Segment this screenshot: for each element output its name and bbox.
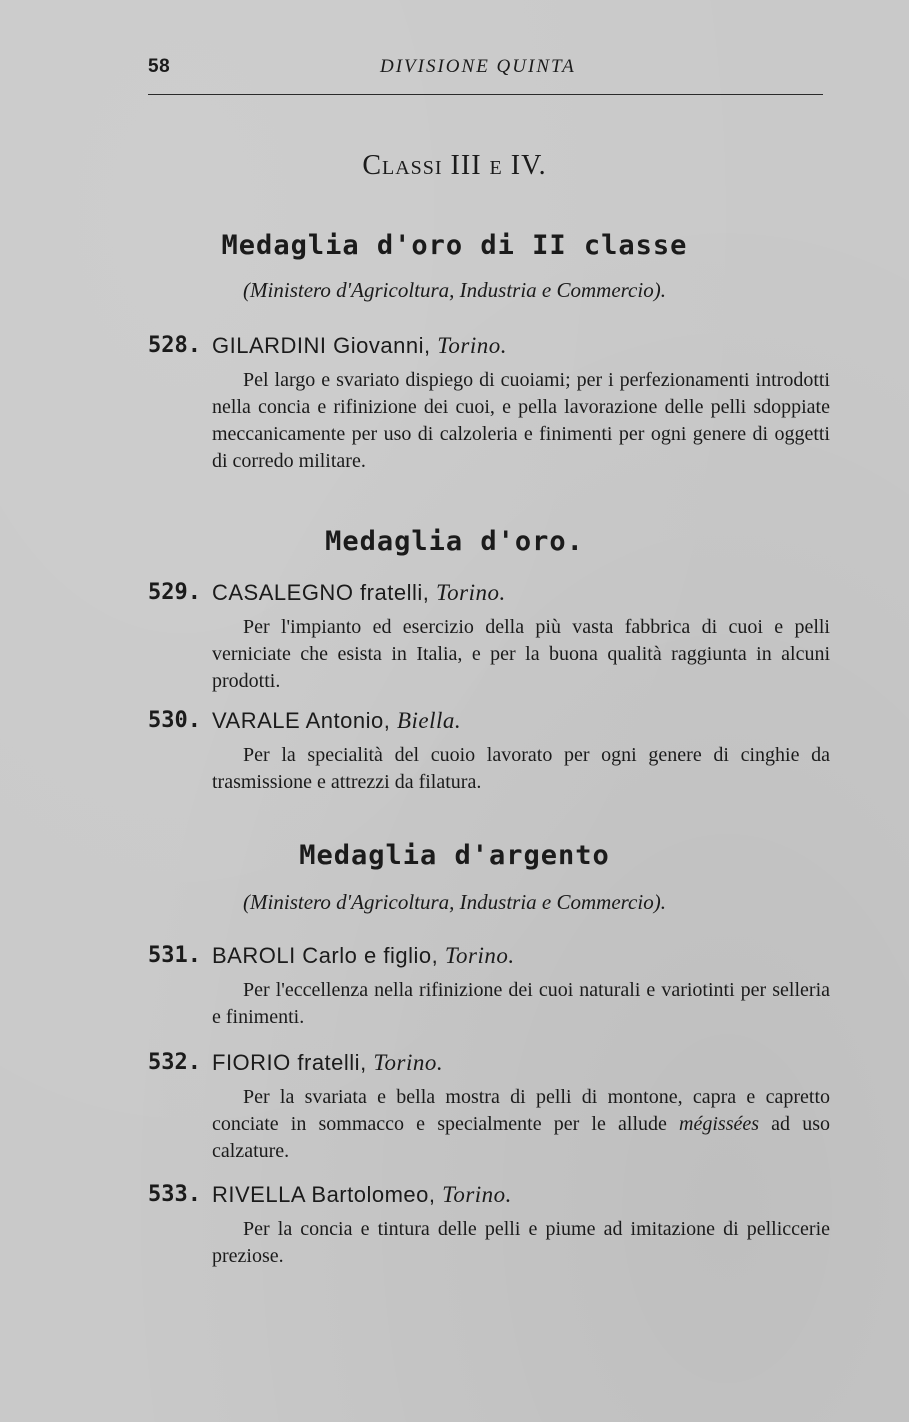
entry-exhibitor: BAROLI Carlo e figlio, bbox=[212, 943, 439, 968]
running-title: DIVISIONE QUINTA bbox=[380, 56, 576, 77]
entry-exhibitor: VARALE Antonio, bbox=[212, 708, 391, 733]
entry-place: Torino. bbox=[444, 943, 515, 968]
medal-heading-silver: Medaglia d'argento bbox=[299, 840, 610, 871]
entry-name bbox=[212, 1050, 443, 1076]
ministry-note: (Ministero d'Agricoltura, Industria e Commercio). bbox=[243, 278, 666, 302]
entry-number: 528. bbox=[148, 333, 201, 358]
ministry-note: (Ministero d'Agricoltura, Industria e Commercio). bbox=[243, 890, 666, 914]
entry-name bbox=[212, 708, 461, 734]
award-entry-532 bbox=[148, 1050, 830, 1165]
entry-description: Per la concia e tintura delle pelli e piume ad imitazione di pelliccerie preziose. bbox=[212, 1218, 830, 1267]
entry-exhibitor: CASALEGNO fratelli, bbox=[212, 580, 430, 605]
entry-number: 531. bbox=[148, 943, 201, 968]
italic-term: mégissées bbox=[679, 1113, 760, 1135]
award-entry-533 bbox=[148, 1182, 830, 1270]
entry-name bbox=[212, 580, 506, 606]
entry-place: Torino. bbox=[437, 333, 507, 358]
page-number: 58 bbox=[148, 56, 171, 77]
entry-description: Per la svariata e bella mostra di pelli di montone, capra e capretto conciate in sommacco e specialmente per le allude mégissées ad uso calzature. bbox=[212, 1086, 830, 1162]
entry-name bbox=[212, 1182, 512, 1208]
entry-number: 529. bbox=[148, 580, 201, 605]
entry-description: Per l'impianto ed esercizio della più vasta fabbrica di cuoi e pelli verniciate che esista in Italia, e per la buona qualità raggiunta in alcuni prodotti. bbox=[212, 616, 830, 692]
award-entry-530 bbox=[148, 708, 830, 796]
entry-description: Per la specialità del cuoio lavorato per ogni genere di cinghie da trasmissione e attrezzi da filatura. bbox=[212, 744, 830, 793]
entry-number: 532. bbox=[148, 1050, 201, 1075]
entry-exhibitor: GILARDINI Giovanni, bbox=[212, 333, 431, 358]
entry-name bbox=[212, 943, 515, 969]
medal-heading-gold: Medaglia d'oro. bbox=[325, 526, 584, 557]
entry-place: Torino. bbox=[435, 580, 506, 605]
entry-description: Per l'eccellenza nella rifinizione dei cuoi naturali e variotinti per selleria e finimenti. bbox=[212, 979, 830, 1028]
entry-place: Torino. bbox=[373, 1050, 444, 1075]
award-entry-528 bbox=[148, 333, 830, 475]
entry-place: Torino. bbox=[442, 1182, 512, 1207]
entry-number: 533. bbox=[148, 1182, 201, 1207]
entry-description: Pel largo e svariato dispiego di cuoiami; per i perfezionamenti introdotti nella concia e rifinizione dei cuoi, e pella lavorazione delle pelli sdoppiate meccanicamente per uso di calzoleria e finimenti per ogni genere di oggetti di corredo militare. bbox=[212, 369, 830, 472]
entry-name bbox=[212, 333, 507, 359]
entry-exhibitor: FIORIO fratelli, bbox=[212, 1050, 367, 1075]
classes-heading: Classi III e IV. bbox=[362, 150, 547, 181]
entry-place: Biella. bbox=[396, 708, 462, 733]
award-entry-529 bbox=[148, 580, 830, 695]
medal-heading-gold-second-class: Medaglia d'oro di II classe bbox=[221, 230, 688, 261]
entry-exhibitor: RIVELLA Bartolomeo, bbox=[212, 1182, 436, 1207]
entry-number: 530. bbox=[148, 708, 201, 733]
award-entry-531 bbox=[148, 943, 830, 1031]
running-header bbox=[148, 54, 823, 95]
